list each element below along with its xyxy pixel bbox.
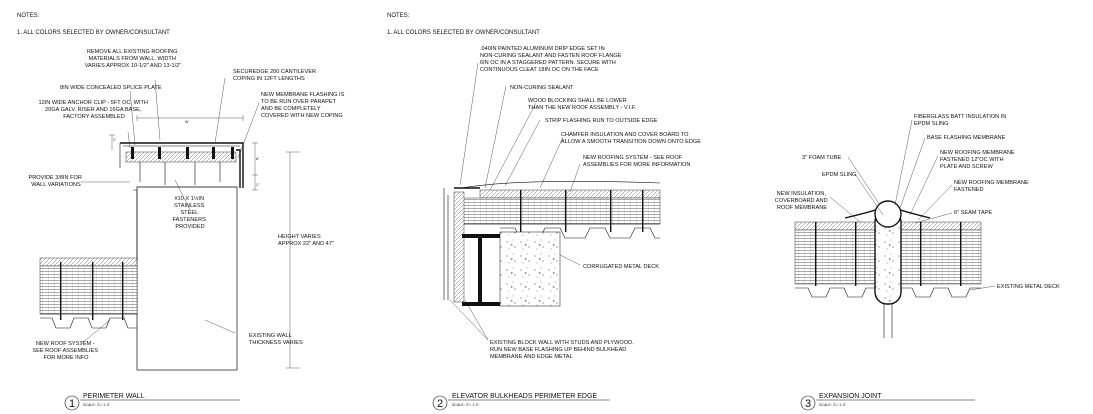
label-foam-tube: 3" FOAM TUBE <box>802 155 842 161</box>
dim-c: 1" <box>256 183 260 187</box>
detail-1-drawing <box>40 78 300 370</box>
label-height-varies: HEIGHT VARIES APPROX 22" AND 47" <box>278 234 334 247</box>
detail-3-title-block <box>801 393 975 410</box>
notes-item: 1. ALL COLORS SELECTED BY OWNER/CONSULTANT <box>17 30 170 36</box>
detail-2-title: ELEVATOR BULKHEADS PERIMETER EDGE <box>452 393 598 400</box>
label-wood-blocking: WOOD BLOCKING SHALL BE LOWER THAN THE NEW ROOF ASSEMBLY - V.I.F. <box>528 98 637 111</box>
detail-2-number: 2 <box>436 398 444 410</box>
label-existing-wall: EXISTING WALL THICKNESS VARIES <box>249 333 303 346</box>
label-base-flashing: BASE FLASHING MEMBRANE <box>927 135 1006 141</box>
label-fiberglass-batt: FIBERGLASS BATT INSULATION IN EPDM SLING <box>914 114 1007 127</box>
detail-1-number: 1 <box>68 398 76 410</box>
dim-a: 1" <box>113 138 117 142</box>
width-mark: W <box>185 120 189 124</box>
label-drip-edge: .040IN PAINTED ALUMINUM DRIP EDGE SET IN NON-CURING SEALANT AND FASTEN ROOF FLANGE 6IN OC IN A STAGGERED PATTERN. SECURE WITH CONTINUOUS CLEAT 18IN OC ON THE FACE <box>480 46 622 73</box>
label-splice-plate: 8IN WIDE CONCEALED SPLICE PLATE <box>60 85 162 91</box>
label-corrugated-deck: CORRUGATED METAL DECK <box>583 264 660 270</box>
label-strip-flashing: STRIP FLASHING RUN TO OUTSIDE EDGE <box>545 118 658 124</box>
detail-2-scale: SCALE: 3"= 1'-0" <box>452 403 480 407</box>
detail-3-number: 3 <box>804 398 812 410</box>
label-existing-deck: EXISTING METAL DECK <box>997 284 1060 290</box>
notes-heading: NOTES: <box>17 13 40 19</box>
notes-item-2: 1. ALL COLORS SELECTED BY OWNER/CONSULTANT <box>387 30 540 36</box>
label-fasteners: #10 X 1½IN STAINLESS STEEL FASTENERS PROVIDED <box>172 196 206 230</box>
label-secureedge: SECUREDGE 200 CANTILEVER COPING IN 12FT LENGTHS <box>233 69 316 82</box>
label-membrane-fastened: NEW ROOFING MEMBRANE FASTENED <box>954 180 1029 193</box>
label-new-insulation: NEW INSULATION, COVERBOARD AND ROOF MEMBRANE <box>774 191 828 211</box>
detail-1-title: PERIMETER WALL <box>83 393 145 400</box>
label-membrane-flashing: NEW MEMBRANE FLASHING IS TO BE RUN OVER PARAPET AND BE COMPLETELY COVERED WITH NEW COPING <box>261 92 345 119</box>
label-remove-roofing: REMOVE ALL EXISTING ROOFING MATERIALS FROM WALL. WIDTH VARIES APPROX 10-1/2" AND 13-1/2" <box>84 49 182 69</box>
label-new-membrane-fastened: NEW ROOFING MEMBRANE FASTENED 12"OC WITH PLATE AND SCREW <box>940 150 1015 170</box>
label-non-curing-sealant: NON-CURING SEALANT <box>510 85 574 91</box>
label-anchor-clip: 12IN WIDE ANCHOR CLIP - 5FT OC. WITH 20GA GALV. RISER AND 16GA BASE, FACTORY ASSEMBLED <box>38 100 148 120</box>
detail-1-title-block <box>65 393 240 410</box>
label-block-wall: EXISTING BLOCK WALL WITH STUDS AND PLYWOOD. RUN NEW BASE FLASHING UP BEHIND BULKHEAD MEMBRANE AND EDGE METAL <box>490 340 634 360</box>
dim-b: 6" <box>256 157 260 161</box>
label-seam-tape: 6" SEAM TAPE <box>954 210 993 216</box>
detail-2-title-block <box>433 393 610 410</box>
detail-1-scale: SCALE: 3"= 1'-0" <box>83 403 111 407</box>
notes-heading-2: NOTES: <box>387 13 410 19</box>
detail-3-title: EXPANSION JOINT <box>819 393 882 400</box>
label-new-roof: NEW ROOF SYSTEM - SEE ROOF ASSEMBLIES FOR MORE INFO <box>32 341 99 361</box>
label-new-roofing-system: NEW ROOFING SYSTEM - SEE ROOF ASSEMBLIES FOR MORE INFORMATION <box>583 155 691 168</box>
label-provide: PROVIDE 3/8IN FOR WALL VARIATIONS <box>28 175 82 188</box>
label-chamfer: CHAMFER INSULATION AND COVER BOARD TO ALLOW A SMOOTH TRANSITION DOWN ONTO EDGE <box>561 132 701 145</box>
detail-3-scale: SCALE: 3"= 1'-0" <box>819 403 847 407</box>
label-epdm-sling: EPDM SLING <box>822 172 857 178</box>
